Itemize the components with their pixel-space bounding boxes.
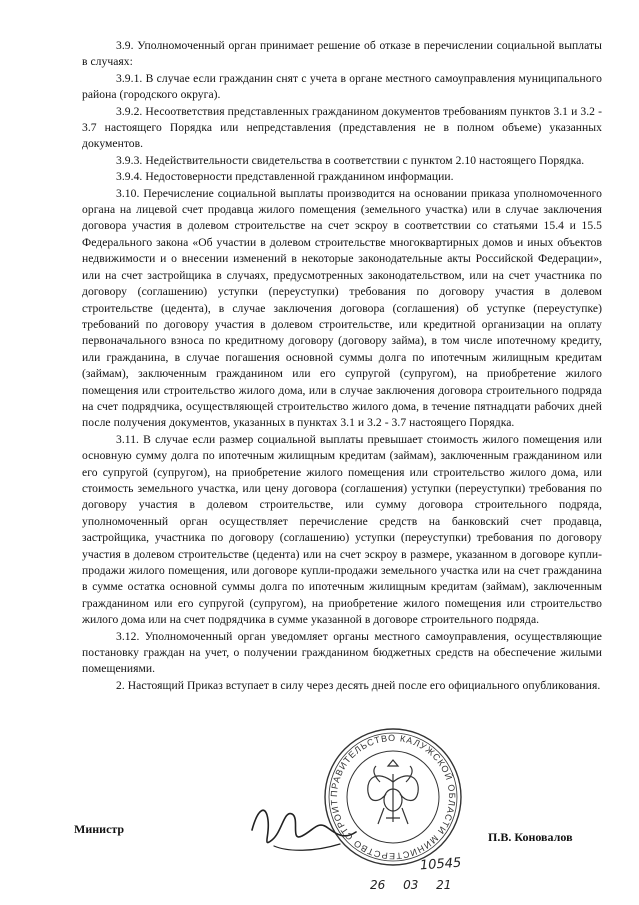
paragraph-3-9-4: 3.9.4. Недостоверности представленной гражданином информации. <box>116 170 454 184</box>
paragraph-3-9-2: 3.9.2. Несоответствия представленных гражданином документов требованиям пунктов 3.1 и 3.2 - 3.7 настоящего Порядка или непредставления (представления не в полном объеме) указанных документов. <box>82 104 602 151</box>
document-body <box>82 38 602 694</box>
paragraph-3-11: 3.11. В случае если размер социальной выплаты превышает стоимость жилого помещения или основную сумму долга по ипотечным жилищным кредитам (займам), заключенным гражданином или его супругой (супругом), на приобретение жилого помещения или строительство жилого дома, или стоимость земельного участка, или цену договора (соглашения) уступки (переуступки) требования по договору участия в долевом строительстве, или сумму договора строительного подряда, уполномоченный орган осуществляет перечисление средств на банковский счет продавца, застройщика, участника по договору (соглашению) уступки (переуступки) требования по договору участия в долевом строительстве (цедента) или на счет эскроу в размере, указанном в договоре купли-продажи жилого помещения, или договоре купли-продажи земельного участка или на счет гражданина в сумме остатка основной суммы долга по ипотечным жилищным кредитам (займам), заключенным гражданином или его супругой (супругом), на приобретение жилого помещения или строительство жилого дома или на счет подрядчика в сумме указанной в договоре строительного подряда. <box>82 432 602 627</box>
paragraph-3-12: 3.12. Уполномоченный орган уведомляет органы местного самоуправления, осуществляющие постановку граждан на учет, о получении гражданином бюджетных средств на обеспечение жилыми помещениями. <box>82 629 602 676</box>
registration-date: 26 03 21 <box>370 878 452 892</box>
signatory-name: П.В. Коновалов <box>488 830 573 844</box>
paragraph-3-9-3: 3.9.3. Недействительности свидетельства в соответствии с пунктом 2.10 настоящего Порядка. <box>116 153 585 167</box>
paragraph-2-effective: 2. Настоящий Приказ вступает в силу через десять дней после его официального опубликования. <box>116 678 601 692</box>
registration-number: 10545 <box>419 855 462 874</box>
handwritten-signature-icon <box>244 790 364 860</box>
signatory-title: Министр <box>74 822 125 836</box>
paragraph-3-9-1: 3.9.1. В случае если гражданин снят с учета в органе местного самоуправления муниципального района (городского округа). <box>82 71 602 102</box>
seal-ring-text: ПРАВИТЕЛЬСТВО КАЛУЖСКОЙ ОБЛАСТИ МИНИСТЕРСТВО СТРОИТ <box>328 732 458 862</box>
paragraph-3-9: 3.9. Уполномоченный орган принимает решение об отказе в перечислении социальной выплаты в случаях: <box>82 39 602 69</box>
paragraph-3-10: 3.10. Перечисление социальной выплаты производится на основании приказа уполномоченного органа на лицевой счет продавца жилого помещения (земельного участка) или в случае заключения договора участия в долевом строительстве на счет эскроу в соответствии со статьями 15.4 и 15.5 Федерального закона «Об участии в долевом строительстве многоквартирных домов и иных объектов недвижимости и о внесении изменений в некоторые законодательные акты Российской Федерации», или на счет застройщика в случаях, предусмотренных законодательством, или на счет участника по договору (соглашению) уступки (переуступки) требования по договору участия в долевом строительстве (цедента), в случае заключения договора (соглашения) об уступке (переуступке) требований по договору участия в долевом строительстве, или кредитной организации на оплату первоначального взноса по кредитному договору (договору займа), в том числе ипотечному кредиту, или гражданина, в случае погашения основной суммы долга по ипотечным жилищным кредитам (займам), заключенным гражданином или его супругой (супругом), на приобретение жилого помещения или строительство жилого дома, или в случае заключения договора строительного подряда на счет подрядчика, осуществляющей строительство жилого дома, в течение пятнадцати рабочих дней после получения документов, указанных в пунктах 3.1 и 3.2 - 3.7 настоящего Порядка. <box>82 186 602 430</box>
